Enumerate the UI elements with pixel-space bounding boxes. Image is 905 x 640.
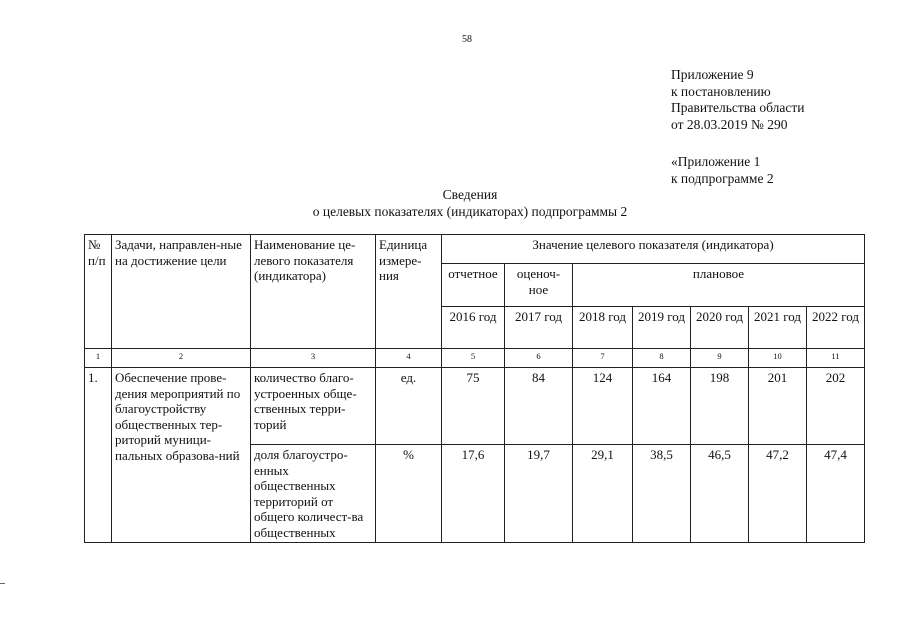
appendix-reference — [671, 67, 804, 133]
column-number: 11 — [807, 349, 865, 368]
value-cell: 198 — [691, 368, 749, 445]
header-estimated: оценоч-ное — [505, 264, 573, 307]
sub-appendix-reference — [671, 154, 774, 187]
header-year-2016: 2016 год — [442, 307, 505, 349]
header-year-2021: 2021 год — [749, 307, 807, 349]
header-year-2017: 2017 год — [505, 307, 573, 349]
value-cell: 75 — [442, 368, 505, 445]
table-row — [85, 368, 865, 445]
column-number: 7 — [573, 349, 633, 368]
header-value-group: Значение целевого показателя (индикатора) — [442, 235, 865, 264]
header-unit: Единица измере-ния — [376, 235, 442, 349]
value-cell: 164 — [633, 368, 691, 445]
value-cell: 19,7 — [505, 445, 573, 543]
header-reported: отчетное — [442, 264, 505, 307]
column-number: 3 — [251, 349, 376, 368]
header-year-2018: 2018 год — [573, 307, 633, 349]
value-cell: 47,2 — [749, 445, 807, 543]
value-cell: 17,6 — [442, 445, 505, 543]
indicators-table — [84, 234, 865, 543]
value-cell: 202 — [807, 368, 865, 445]
value-cell: 29,1 — [573, 445, 633, 543]
sub-appendix-line: к подпрограмме 2 — [671, 170, 774, 186]
page-number: 58 — [462, 34, 472, 45]
column-number: 9 — [691, 349, 749, 368]
sub-appendix-line: «Приложение 1 — [671, 154, 761, 169]
task-cell: Обеспечение прове-дения мероприятий по благоустройству общественных тер-риторий муници-пальных образова-ний — [112, 368, 251, 543]
value-cell: 201 — [749, 368, 807, 445]
scan-margin-mark — [0, 583, 5, 584]
header-year-2020: 2020 год — [691, 307, 749, 349]
column-number: 2 — [112, 349, 251, 368]
header-indicator-name: Наименование це-левого показателя (индикатора) — [251, 235, 376, 349]
indicator-cell: количество благо-устроенных обще-ственных терри-торий — [251, 368, 376, 445]
row-number: 1. — [85, 368, 112, 543]
value-cell: 84 — [505, 368, 573, 445]
title-line-1: Сведения — [442, 187, 498, 202]
header-year-2022: 2022 год — [807, 307, 865, 349]
title-line-2: о целевых показателях (индикаторах) подпрограммы 2 — [312, 203, 628, 219]
header-tasks: Задачи, направлен-ные на достижение цели — [112, 235, 251, 349]
value-cell: 38,5 — [633, 445, 691, 543]
unit-cell: ед. — [376, 368, 442, 445]
column-number: 5 — [442, 349, 505, 368]
appendix-line: Приложение 9 — [671, 67, 754, 82]
header-num: № п/п — [85, 235, 112, 349]
value-cell: 47,4 — [807, 445, 865, 543]
column-number: 6 — [505, 349, 573, 368]
unit-cell: % — [376, 445, 442, 543]
value-cell: 46,5 — [691, 445, 749, 543]
appendix-line: Правительства области — [671, 100, 805, 115]
column-number: 4 — [376, 349, 442, 368]
column-number: 1 — [85, 349, 112, 368]
header-planned: плановое — [573, 264, 865, 307]
header-year-2019: 2019 год — [633, 307, 691, 349]
value-cell: 124 — [573, 368, 633, 445]
column-number: 10 — [749, 349, 807, 368]
appendix-line: к постановлению — [671, 83, 771, 99]
appendix-line: от 28.03.2019 № 290 — [671, 116, 788, 132]
indicator-cell: доля благоустро-енных общественных территорий от общего количест-ва общественных — [251, 445, 376, 543]
document-title — [250, 187, 690, 220]
column-number: 8 — [633, 349, 691, 368]
